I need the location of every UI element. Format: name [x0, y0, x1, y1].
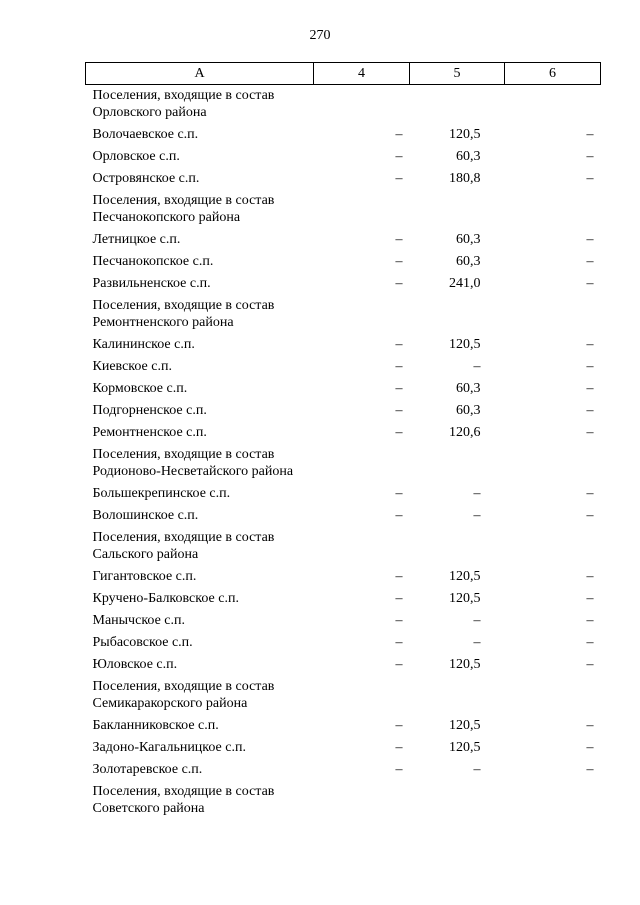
empty-cell [314, 527, 410, 566]
table-row [86, 759, 601, 781]
table-row [86, 168, 601, 190]
empty-cell [505, 527, 601, 566]
group-heading-row [86, 676, 601, 715]
data-table [85, 62, 601, 820]
cell-col-4: – [395, 254, 403, 269]
cell-col-5: 60,3 [456, 381, 481, 396]
group-heading: Поселения, входящие в состав Песчанокопского района [92, 193, 275, 225]
settlement-name: Волочаевское с.п. [92, 127, 199, 142]
cell-col-4: – [395, 718, 403, 733]
empty-cell [314, 676, 410, 715]
group-heading: Поселения, входящие в состав Советского района [92, 784, 275, 816]
empty-cell [410, 676, 505, 715]
cell-col-5: 120,5 [449, 569, 481, 584]
table-row [86, 654, 601, 676]
cell-col-4: – [395, 276, 403, 291]
group-heading: Поселения, входящие в состав Орловского района [92, 88, 275, 120]
settlement-name: Большекрепинское с.п. [92, 486, 231, 501]
table-row [86, 632, 601, 654]
cell-col-6: – [586, 508, 594, 523]
cell-col-6: – [586, 276, 594, 291]
empty-cell [410, 190, 505, 229]
settlement-name: Волошинское с.п. [92, 508, 199, 523]
group-heading-row [86, 527, 601, 566]
group-heading: Поселения, входящие в состав Родионово-Несветайского района [92, 447, 294, 479]
cell-col-4: – [395, 171, 403, 186]
cell-col-6: – [586, 613, 594, 628]
settlement-name: Летницкое с.п. [92, 232, 181, 247]
empty-cell [410, 295, 505, 334]
settlement-name: Киевское с.п. [92, 359, 172, 374]
cell-col-6: – [586, 762, 594, 777]
table-row [86, 146, 601, 168]
settlement-name: Островянское с.п. [92, 171, 200, 186]
table-row [86, 715, 601, 737]
settlement-name: Золотаревское с.п. [92, 762, 203, 777]
cell-col-5: 120,6 [449, 425, 481, 440]
settlement-name: Юловское с.п. [92, 657, 178, 672]
cell-col-4: – [395, 508, 403, 523]
table-row [86, 737, 601, 759]
settlement-name: Орловское с.п. [92, 149, 180, 164]
settlement-name: Развильненское с.п. [92, 276, 211, 291]
empty-cell [314, 85, 410, 125]
table-row [86, 251, 601, 273]
settlement-name: Манычское с.п. [92, 613, 185, 628]
cell-col-5: 60,3 [456, 254, 481, 269]
settlement-name: Подгорненское с.п. [92, 403, 207, 418]
cell-col-4: – [395, 149, 403, 164]
settlement-name: Ремонтненское с.п. [92, 425, 207, 440]
table-body [86, 85, 601, 821]
cell-col-5: 60,3 [456, 403, 481, 418]
table-row [86, 400, 601, 422]
cell-col-5: – [473, 486, 481, 501]
cell-col-4: – [395, 635, 403, 650]
group-heading: Поселения, входящие в состав Семикаракорского района [92, 679, 275, 711]
cell-col-6: – [586, 171, 594, 186]
cell-col-5: 120,5 [449, 740, 481, 755]
empty-cell [505, 295, 601, 334]
settlement-name: Песчанокопское с.п. [92, 254, 214, 269]
cell-col-4: – [395, 740, 403, 755]
empty-cell [410, 781, 505, 820]
table-row [86, 356, 601, 378]
cell-col-4: – [395, 486, 403, 501]
cell-col-4: – [395, 569, 403, 584]
table-row [86, 422, 601, 444]
cell-col-6: – [586, 425, 594, 440]
table-row [86, 229, 601, 251]
cell-col-6: – [586, 127, 594, 142]
cell-col-5: – [473, 635, 481, 650]
cell-col-4: – [395, 591, 403, 606]
group-heading-row [86, 444, 601, 483]
table-header [86, 63, 601, 85]
empty-cell [505, 190, 601, 229]
settlement-name: Калининское с.п. [92, 337, 195, 352]
table-row [86, 334, 601, 356]
cell-col-5: – [473, 359, 481, 374]
cell-col-5: – [473, 508, 481, 523]
cell-col-5: 180,8 [449, 171, 481, 186]
cell-col-6: – [586, 359, 594, 374]
cell-col-6: – [586, 232, 594, 247]
cell-col-6: – [586, 740, 594, 755]
cell-col-6: – [586, 591, 594, 606]
settlement-name: Рыбасовское с.п. [92, 635, 193, 650]
settlement-name: Кручено-Балковское с.п. [92, 591, 239, 606]
empty-cell [505, 676, 601, 715]
empty-cell [410, 527, 505, 566]
empty-cell [410, 444, 505, 483]
cell-col-6: – [586, 569, 594, 584]
cell-col-5: 60,3 [456, 232, 481, 247]
settlement-name: Гигантовское с.п. [92, 569, 197, 584]
group-heading: Поселения, входящие в состав Ремонтненского района [92, 298, 275, 330]
group-heading: Поселения, входящие в состав Сальского района [92, 530, 275, 562]
table-row [86, 124, 601, 146]
cell-col-4: – [395, 613, 403, 628]
group-heading-row [86, 85, 601, 125]
empty-cell [314, 295, 410, 334]
cell-col-4: – [395, 425, 403, 440]
cell-col-4: – [395, 232, 403, 247]
table-row [86, 378, 601, 400]
header-col-4: 4 [314, 63, 410, 85]
cell-col-4: – [395, 762, 403, 777]
cell-col-6: – [586, 254, 594, 269]
settlement-name: Задоно-Кагальницкое с.п. [92, 740, 246, 755]
cell-col-6: – [586, 718, 594, 733]
cell-col-4: – [395, 337, 403, 352]
empty-cell [314, 781, 410, 820]
cell-col-4: – [395, 381, 403, 396]
cell-col-5: 120,5 [449, 657, 481, 672]
header-row [86, 63, 601, 85]
cell-col-4: – [395, 359, 403, 374]
cell-col-6: – [586, 657, 594, 672]
header-col-6: 6 [505, 63, 601, 85]
cell-col-6: – [586, 337, 594, 352]
table-row [86, 505, 601, 527]
cell-col-5: 120,5 [449, 718, 481, 733]
cell-col-6: – [586, 381, 594, 396]
empty-cell [314, 444, 410, 483]
cell-col-4: – [395, 403, 403, 418]
group-heading-row [86, 295, 601, 334]
settlement-name: Бакланниковское с.п. [92, 718, 219, 733]
cell-col-5: – [473, 762, 481, 777]
cell-col-4: – [395, 127, 403, 142]
cell-col-5: 120,5 [449, 337, 481, 352]
table-row [86, 483, 601, 505]
table-row [86, 566, 601, 588]
page-number: 270 [309, 28, 331, 43]
cell-col-5: 120,5 [449, 591, 481, 606]
settlement-name: Кормовское с.п. [92, 381, 188, 396]
cell-col-4: – [395, 657, 403, 672]
cell-col-6: – [586, 403, 594, 418]
cell-col-5: – [473, 613, 481, 628]
empty-cell [410, 85, 505, 125]
table-row [86, 610, 601, 632]
group-heading-row [86, 781, 601, 820]
cell-col-6: – [586, 149, 594, 164]
empty-cell [314, 190, 410, 229]
header-col-a: А [86, 63, 314, 85]
table-row [86, 273, 601, 295]
empty-cell [505, 85, 601, 125]
table-row [86, 588, 601, 610]
cell-col-5: 60,3 [456, 149, 481, 164]
cell-col-5: 120,5 [449, 127, 481, 142]
group-heading-row [86, 190, 601, 229]
cell-col-5: 241,0 [449, 276, 481, 291]
empty-cell [505, 781, 601, 820]
empty-cell [505, 444, 601, 483]
cell-col-6: – [586, 486, 594, 501]
cell-col-6: – [586, 635, 594, 650]
header-col-5: 5 [410, 63, 505, 85]
